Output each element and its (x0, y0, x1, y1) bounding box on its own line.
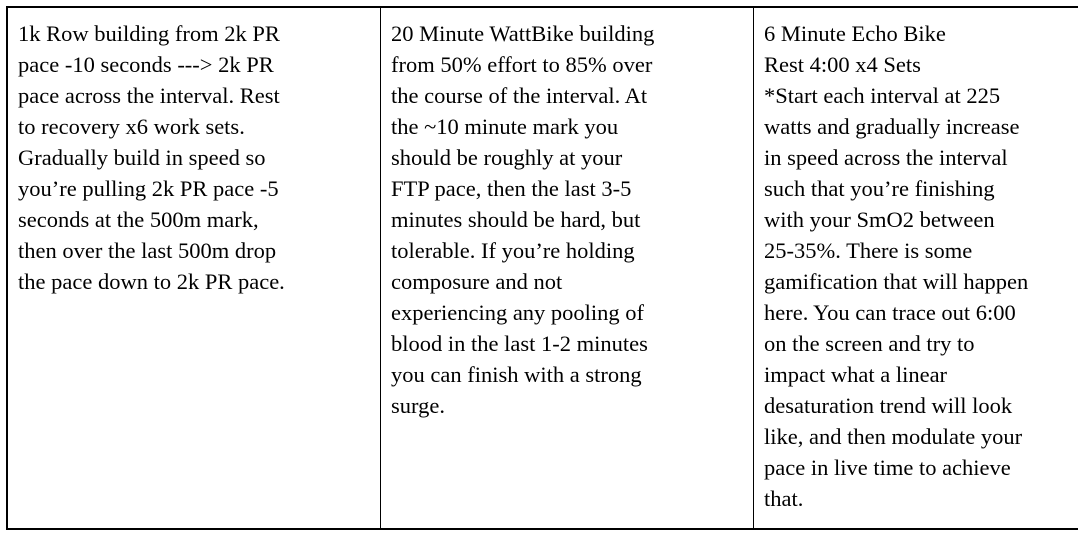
cell-line: on the screen and try to (764, 331, 975, 356)
cell-line: the ~10 minute mark you (391, 114, 619, 139)
cell-line: 20 Minute WattBike building (391, 21, 655, 46)
cell-line: FTP pace, then the last 3-5 (391, 176, 632, 201)
cell-line: like, and then modulate your (764, 424, 1023, 449)
cell-1k-row (7, 7, 381, 529)
cell-line: experiencing any pooling of (391, 300, 645, 325)
cell-wattbike (381, 7, 754, 529)
cell-line: blood in the last 1-2 minutes (391, 331, 648, 356)
cell-line: 25-35%. There is some (764, 238, 973, 263)
cell-line: here. You can trace out 6:00 (764, 300, 1016, 325)
cell-line: impact what a linear (764, 362, 948, 387)
cell-line: tolerable. If you’re holding (391, 238, 635, 263)
cell-line: then over the last 500m drop (18, 238, 277, 263)
cell-line: seconds at the 500m mark, (18, 207, 259, 232)
table-row (7, 7, 1078, 529)
cell-line: surge. (391, 393, 445, 418)
cell-line: composure and not (391, 269, 563, 294)
cell-line: you can finish with a strong (391, 362, 642, 387)
cell-line: with your SmO2 between (764, 207, 995, 232)
cell-line: in speed across the interval (764, 145, 1008, 170)
cell-line: pace -10 seconds ---> 2k PR (18, 52, 274, 77)
cell-line: watts and gradually increase (764, 114, 1020, 139)
cell-line: *Start each interval at 225 (764, 83, 1001, 108)
cell-line: 6 Minute Echo Bike (764, 21, 946, 46)
cell-line: that. (764, 486, 804, 511)
cell-line: Rest 4:00 x4 Sets (764, 52, 921, 77)
cell-line: you’re pulling 2k PR pace -5 (18, 176, 279, 201)
cell-line: minutes should be hard, but (391, 207, 641, 232)
cell-line: such that you’re finishing (764, 176, 995, 201)
workout-table (6, 6, 1078, 530)
cell-line: 1k Row building from 2k PR (18, 21, 280, 46)
cell-line: the pace down to 2k PR pace. (18, 269, 285, 294)
cell-line: desaturation trend will look (764, 393, 1013, 418)
cell-line: the course of the interval. At (391, 83, 648, 108)
cell-line: should be roughly at your (391, 145, 623, 170)
cell-line: pace across the interval. Rest (18, 83, 280, 108)
cell-line: Gradually build in speed so (18, 145, 266, 170)
cell-line: from 50% effort to 85% over (391, 52, 653, 77)
cell-line: gamification that will happen (764, 269, 1029, 294)
cell-line: to recovery x6 work sets. (18, 114, 245, 139)
cell-echo-bike (754, 7, 1078, 529)
cell-line: pace in live time to achieve (764, 455, 1011, 480)
